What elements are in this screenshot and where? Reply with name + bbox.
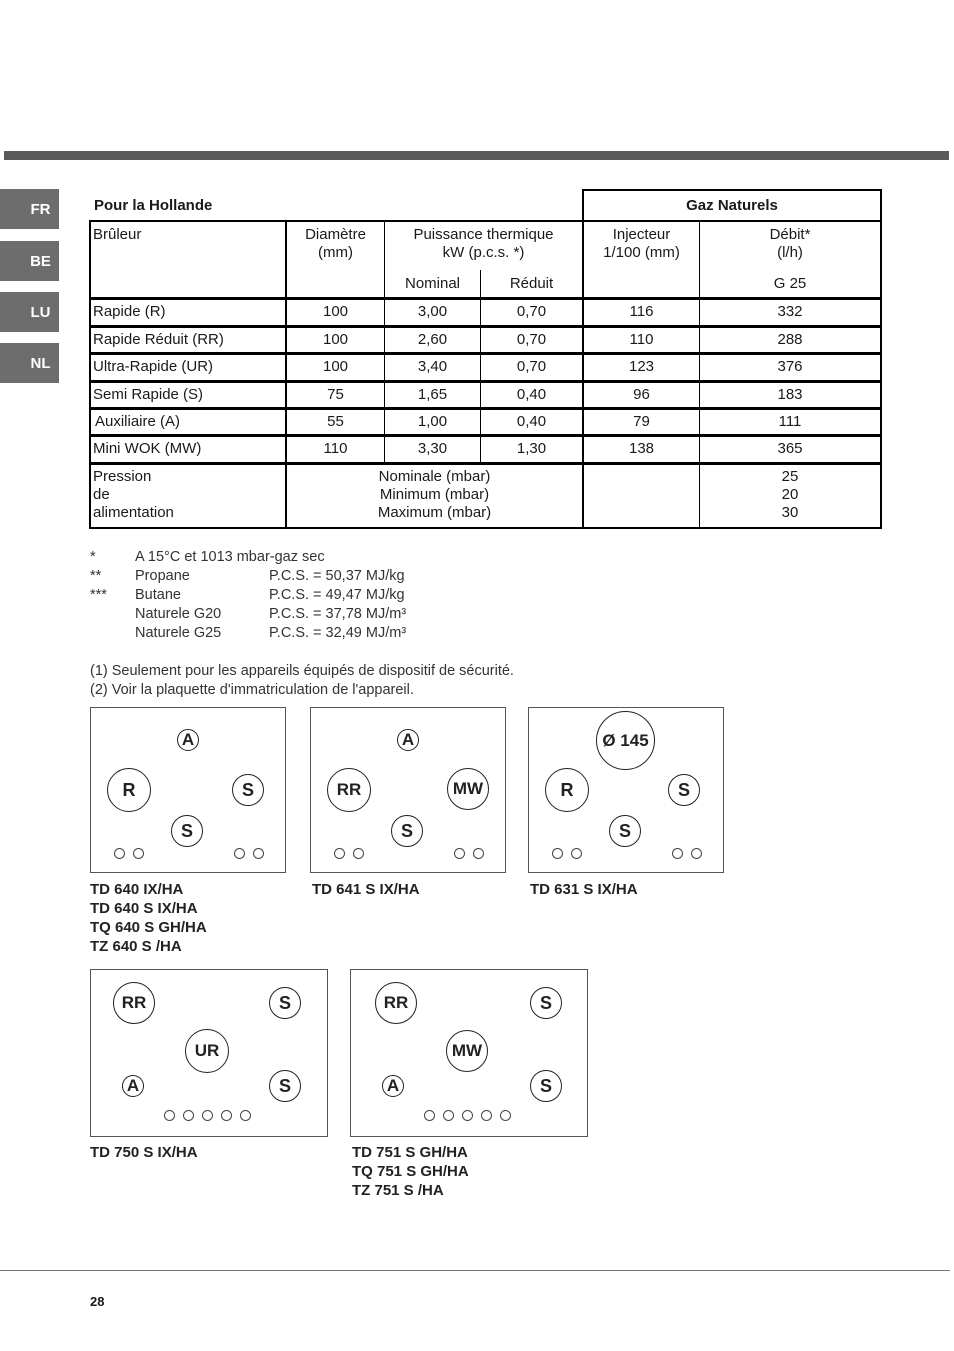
knob[interactable]	[552, 848, 563, 859]
row-reduit: 0,70	[516, 358, 547, 375]
burner-a: A	[382, 1075, 404, 1097]
header-line: (mm)	[318, 244, 353, 261]
footnote-label: Naturele G25	[135, 625, 222, 641]
footnote	[90, 605, 590, 624]
knob[interactable]	[234, 848, 245, 859]
knob[interactable]	[202, 1110, 213, 1121]
pression-line: alimentation	[93, 504, 174, 521]
header-puissance	[385, 226, 582, 262]
burner-rr: RR	[113, 982, 155, 1024]
group-header: Gaz Naturels	[686, 197, 778, 214]
footnote-label: Butane	[135, 587, 181, 603]
lang-tab-lu[interactable]	[0, 292, 59, 332]
pression-label	[93, 468, 174, 522]
row-diametre: 110	[323, 440, 348, 457]
burner-r: R	[545, 768, 589, 812]
header-injecteur	[584, 226, 699, 262]
burner-ur: UR	[185, 1029, 229, 1073]
lang-tab-be[interactable]	[0, 241, 59, 281]
hob-diagram	[310, 707, 506, 873]
pression-line: de	[93, 486, 110, 503]
model-list	[530, 880, 638, 899]
knob[interactable]	[164, 1110, 175, 1121]
footnotes	[90, 548, 590, 643]
footnote-mark: *	[90, 549, 96, 565]
burner-s: S	[391, 815, 423, 847]
model-name: TD 750 S IX/HA	[90, 1144, 198, 1161]
model-list	[312, 880, 420, 899]
knob[interactable]	[672, 848, 683, 859]
footnote-value: P.C.S. = 32,49 MJ/m³	[269, 625, 407, 641]
knob[interactable]	[500, 1110, 511, 1121]
row-diametre: 75	[327, 386, 344, 403]
knob[interactable]	[424, 1110, 435, 1121]
table-title: Pour la Hollande	[94, 197, 213, 214]
table-rule	[89, 325, 882, 328]
row-debit: 332	[777, 303, 803, 320]
header-line: Diamètre	[305, 226, 366, 243]
table-rule	[89, 220, 882, 222]
row-diametre: 55	[327, 413, 344, 430]
row-reduit: 0,40	[516, 386, 547, 403]
row-injecteur: 96	[633, 386, 650, 403]
row-injecteur: 79	[633, 413, 650, 430]
knob[interactable]	[691, 848, 702, 859]
row-injecteur: 116	[629, 303, 654, 320]
footnote-label: A 15°C et 1013 mbar-gaz sec	[135, 549, 325, 565]
burner-s: S	[269, 1070, 301, 1102]
burner-a: A	[177, 729, 199, 751]
row-reduit: 0,70	[516, 303, 547, 320]
row-diametre: 100	[322, 358, 349, 375]
table-rule	[89, 297, 882, 300]
hob-diagram	[528, 707, 724, 873]
burner-mw: MW	[446, 1030, 488, 1072]
pression-line: Pression	[93, 468, 152, 485]
model-name: TD 641 S IX/HA	[312, 881, 420, 898]
row-nominal: 1,00	[417, 413, 448, 430]
footnote-label: Propane	[135, 568, 190, 584]
burner-r: R	[107, 768, 151, 812]
burner-s: S	[171, 815, 203, 847]
row-debit: 183	[777, 386, 803, 403]
burner-rr: RR	[327, 768, 371, 812]
knob[interactable]	[462, 1110, 473, 1121]
hob-diagram	[90, 969, 328, 1137]
row-reduit: 0,40	[516, 413, 547, 430]
model-name: TD 631 S IX/HA	[530, 881, 638, 898]
header-diametre	[287, 226, 384, 262]
header-bruleur: Brûleur	[93, 226, 142, 243]
header-line: 1/100 (mm)	[603, 244, 680, 261]
row-name: Semi Rapide (S)	[93, 386, 204, 403]
footnote-value: P.C.S. = 49,47 MJ/kg	[269, 587, 405, 603]
row-injecteur: 138	[628, 440, 655, 457]
pression-line: Minimum (mbar)	[379, 486, 490, 503]
table-rule	[880, 189, 882, 529]
row-diametre: 100	[322, 303, 349, 320]
row-name: Ultra-Rapide (UR)	[93, 358, 214, 375]
burner-s: S	[668, 774, 700, 806]
top-rule	[4, 151, 949, 160]
burner-s: S	[530, 1070, 562, 1102]
burner-a: A	[397, 729, 419, 751]
burner-a: A	[122, 1075, 144, 1097]
burner-s: S	[269, 987, 301, 1019]
header-line: Injecteur	[612, 226, 671, 243]
footnote-mark: **	[90, 568, 102, 584]
knob[interactable]	[240, 1110, 251, 1121]
burner-wok: Ø 145	[596, 711, 655, 770]
model-name: TD 640 S IX/HA	[90, 900, 198, 917]
knob[interactable]	[481, 1110, 492, 1121]
row-debit: 288	[777, 331, 803, 348]
row-name: Rapide Réduit (RR)	[93, 331, 224, 348]
pression-line: Nominale (mbar)	[378, 468, 491, 485]
table-rule	[583, 189, 882, 191]
note-line: (2) Voir la plaquette d'immatriculation de l'appareil.	[90, 682, 414, 698]
notes	[90, 662, 690, 700]
row-name: Rapide (R)	[93, 303, 166, 320]
footnote	[90, 624, 590, 643]
footnote-label: Naturele G20	[135, 606, 222, 622]
model-name: TD 640 IX/HA	[90, 881, 184, 898]
footnote-mark: ***	[90, 587, 107, 603]
table-rule	[89, 407, 882, 410]
knob[interactable]	[133, 848, 144, 859]
footnote	[90, 548, 590, 567]
row-debit: 111	[778, 413, 802, 430]
row-nominal: 2,60	[417, 331, 448, 348]
row-debit: 365	[777, 440, 803, 457]
pression-values	[700, 468, 880, 522]
knob[interactable]	[334, 848, 345, 859]
knob[interactable]	[353, 848, 364, 859]
row-name: Auxiliaire (A)	[95, 413, 181, 430]
page-number: 28	[90, 1294, 105, 1309]
header-reduit: Réduit	[509, 275, 554, 292]
burner-s: S	[609, 815, 641, 847]
knob[interactable]	[221, 1110, 232, 1121]
row-nominal: 3,30	[417, 440, 448, 457]
header-line: (l/h)	[777, 244, 803, 261]
header-debit	[700, 226, 880, 262]
row-injecteur: 110	[629, 331, 654, 348]
row-name: Mini WOK (MW)	[93, 440, 202, 457]
model-name: TQ 751 S GH/HA	[352, 1163, 469, 1180]
table-rule	[89, 380, 882, 383]
knob[interactable]	[571, 848, 582, 859]
pression-types	[287, 468, 582, 522]
bottom-rule	[0, 1270, 950, 1271]
table-rule	[89, 220, 91, 529]
header-line: Débit*	[769, 226, 811, 243]
pression-line: Maximum (mbar)	[377, 504, 492, 521]
hob-diagram	[90, 707, 286, 873]
burner-s: S	[530, 987, 562, 1019]
table-rule	[89, 352, 882, 355]
lang-label: FR	[30, 200, 51, 218]
row-nominal: 3,00	[417, 303, 448, 320]
knob[interactable]	[454, 848, 465, 859]
header-g25: G 25	[773, 275, 807, 292]
row-diametre: 100	[322, 331, 349, 348]
lang-tab-fr[interactable]	[0, 189, 59, 229]
table-rule	[89, 527, 882, 529]
model-list	[90, 1143, 198, 1162]
burner-mw: MW	[447, 768, 489, 810]
knob[interactable]	[443, 1110, 454, 1121]
row-injecteur: 123	[628, 358, 655, 375]
model-name: TD 751 S GH/HA	[352, 1144, 468, 1161]
pression-line: 30	[781, 504, 799, 521]
footnote	[90, 586, 590, 605]
row-nominal: 3,40	[417, 358, 448, 375]
model-list	[352, 1143, 469, 1200]
knob[interactable]	[183, 1110, 194, 1121]
burner-s: S	[232, 774, 264, 806]
pression-line: 20	[781, 486, 799, 503]
model-name: TZ 640 S /HA	[90, 938, 182, 955]
lang-label: BE	[30, 252, 51, 270]
row-reduit: 1,30	[516, 440, 547, 457]
knob[interactable]	[253, 848, 264, 859]
pression-line: 25	[781, 468, 799, 485]
model-name: TZ 751 S /HA	[352, 1182, 444, 1199]
header-line: Puissance thermique	[413, 226, 554, 243]
lang-label: NL	[30, 354, 51, 372]
knob[interactable]	[114, 848, 125, 859]
model-list	[90, 880, 207, 956]
hob-diagram	[350, 969, 588, 1137]
footnote-value: P.C.S. = 37,78 MJ/m³	[269, 606, 407, 622]
footnote	[90, 567, 590, 586]
row-debit: 376	[777, 358, 803, 375]
table-rule	[89, 434, 882, 437]
burner-rr: RR	[375, 982, 417, 1024]
model-name: TQ 640 S GH/HA	[90, 919, 207, 936]
table-rule	[89, 462, 882, 465]
footnote-value: P.C.S. = 50,37 MJ/kg	[269, 568, 405, 584]
lang-label: LU	[30, 303, 51, 321]
lang-tab-nl[interactable]	[0, 343, 59, 383]
row-nominal: 1,65	[417, 386, 448, 403]
note-line: (1) Seulement pour les appareils équipés de dispositif de sécurité.	[90, 663, 514, 679]
header-line: kW (p.c.s. *)	[442, 244, 525, 261]
row-reduit: 0,70	[516, 331, 547, 348]
header-nominal: Nominal	[404, 275, 461, 292]
knob[interactable]	[473, 848, 484, 859]
